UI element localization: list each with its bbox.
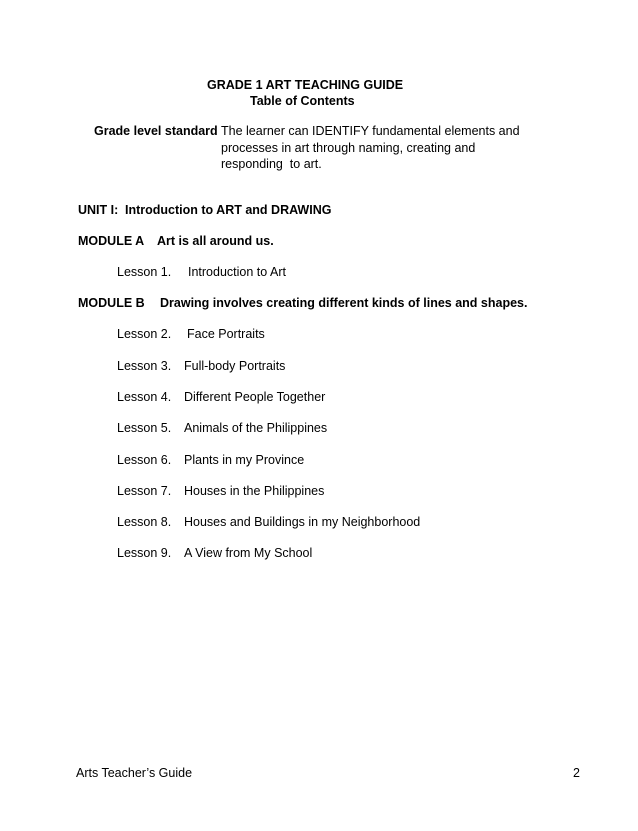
lesson-8-num: Lesson 8. <box>117 515 172 529</box>
document-title: GRADE 1 ART TEACHING GUIDE <box>207 78 404 92</box>
lesson-7-title: Houses in the Philippines <box>184 484 325 498</box>
unit-label: UNIT I: <box>78 203 119 217</box>
unit-title: Introduction to ART and DRAWING <box>125 203 332 217</box>
standard-line-1: The learner can IDENTIFY fundamental elements and <box>221 124 520 138</box>
footer-title: Arts Teacher’s Guide <box>76 766 193 780</box>
lesson-2-title: Face Portraits <box>187 327 265 341</box>
lesson-9-num: Lesson 9. <box>117 546 172 560</box>
module-b-title: Drawing involves creating different kinds of lines and shapes. <box>160 296 528 310</box>
standard-line-2: processes in art through naming, creating and <box>221 141 476 155</box>
module-a-label: MODULE A <box>78 234 145 248</box>
lesson-4-num: Lesson 4. <box>117 390 172 404</box>
lesson-8-title: Houses and Buildings in my Neighborhood <box>184 515 421 529</box>
module-a-title: Art is all around us. <box>157 234 274 248</box>
lesson-6-num: Lesson 6. <box>117 453 172 467</box>
lesson-1-num: Lesson 1. <box>117 265 172 279</box>
lesson-2-num: Lesson 2. <box>117 327 172 341</box>
lesson-3-title: Full-body Portraits <box>184 359 286 373</box>
lesson-7-num: Lesson 7. <box>117 484 172 498</box>
module-b-label: MODULE B <box>78 296 145 310</box>
lesson-5-num: Lesson 5. <box>117 421 172 435</box>
lesson-6-title: Plants in my Province <box>184 453 305 467</box>
page-number: 2 <box>573 766 580 780</box>
lesson-5-title: Animals of the Philippines <box>184 421 328 435</box>
standard-label: Grade level standard <box>94 124 218 138</box>
lesson-9-title: A View from My School <box>184 546 313 560</box>
lesson-4-title: Different People Together <box>184 390 326 404</box>
standard-line-3: responding to art. <box>221 157 322 171</box>
lesson-3-num: Lesson 3. <box>117 359 172 373</box>
document-subtitle: Table of Contents <box>250 94 355 108</box>
lesson-1-title: Introduction to Art <box>188 265 286 279</box>
